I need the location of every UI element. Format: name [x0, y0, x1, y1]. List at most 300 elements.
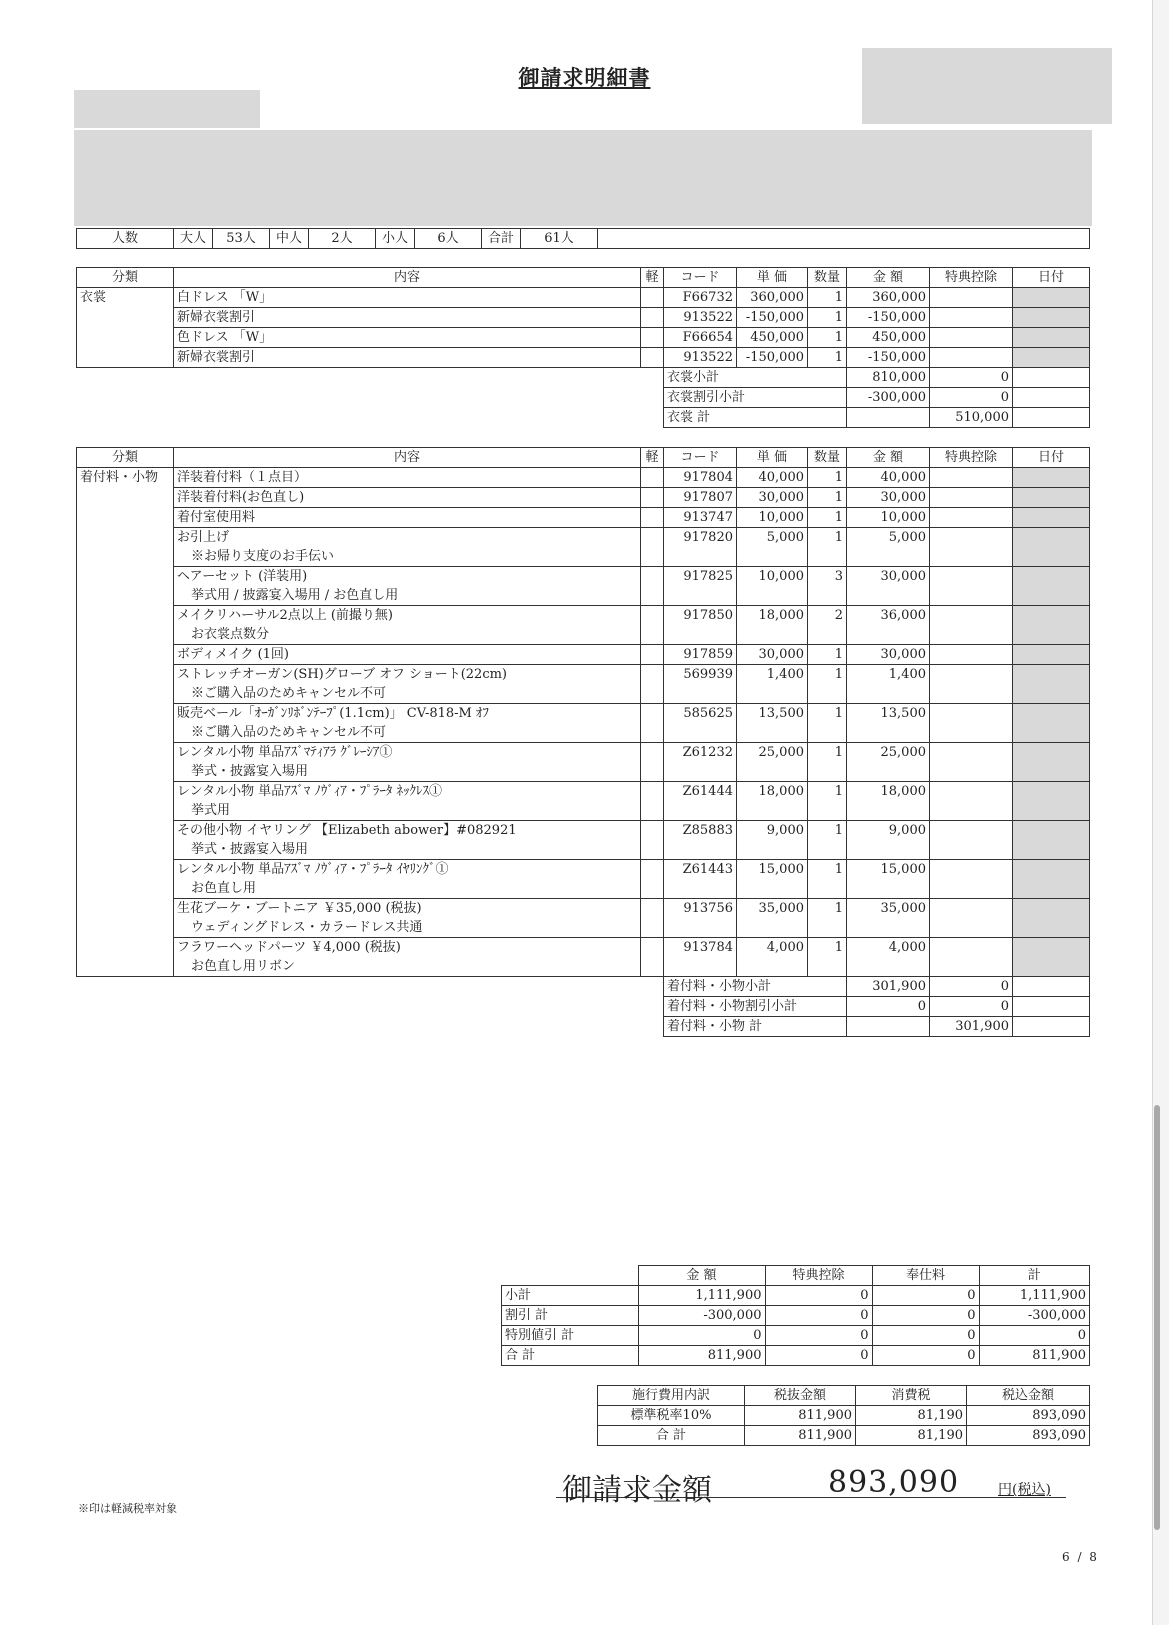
tax-net: 811,900 [745, 1406, 856, 1426]
row-description [174, 899, 641, 938]
row-amount: 15,000 [847, 860, 930, 899]
row-date [1013, 938, 1090, 977]
subtotal-amount: 810,000 [847, 368, 930, 388]
row-price: 15,000 [737, 860, 808, 899]
row-price: 40,000 [737, 468, 808, 488]
row-date [1013, 606, 1090, 645]
row-description-sub: ※ご購入品のためキャンセル不可 [191, 686, 387, 701]
blank [77, 977, 664, 997]
line-item-row [77, 899, 1090, 938]
row-date [1013, 528, 1090, 567]
tax-gross: 893,090 [967, 1426, 1090, 1446]
row-code: 917807 [664, 488, 737, 508]
summary-service: 0 [872, 1346, 979, 1366]
row-price: 1,400 [737, 665, 808, 704]
tax-col-tax: 消費税 [856, 1386, 967, 1406]
line-item-row [77, 743, 1090, 782]
summary-label: 小計 [502, 1286, 639, 1306]
col-code: コード [664, 268, 737, 288]
row-amount: 30,000 [847, 488, 930, 508]
row-description-main: その他小物 イヤリング 【Elizabeth abower】#082921 [177, 823, 517, 838]
row-code: 913747 [664, 508, 737, 528]
row-reduced [641, 528, 664, 567]
row-amount: -150,000 [847, 348, 930, 368]
row-qty: 1 [808, 468, 847, 488]
row-date [1013, 567, 1090, 606]
summary-amount: -300,000 [638, 1306, 765, 1326]
summary-row [502, 1306, 1090, 1326]
guest-count-table [76, 228, 1090, 249]
line-item-row [77, 288, 1090, 308]
row-description [174, 308, 641, 328]
section-total-amount: 510,000 [930, 408, 1013, 428]
row-category: 衣裳 [77, 288, 174, 368]
col-description: 内容 [174, 448, 641, 468]
dressing-table [76, 447, 1090, 1037]
row-description-main: 着付室使用料 [177, 510, 256, 525]
row-qty: 3 [808, 567, 847, 606]
row-price: 30,000 [737, 645, 808, 665]
line-item-row [77, 567, 1090, 606]
summary-row [502, 1286, 1090, 1306]
row-price: 25,000 [737, 743, 808, 782]
section-total-label: 衣裳 計 [664, 408, 847, 428]
row-benefit [930, 665, 1013, 704]
row-description [174, 606, 641, 645]
costume-table [76, 267, 1090, 428]
row-date [1013, 821, 1090, 860]
col-date: 日付 [1013, 448, 1090, 468]
subtotal-date [1013, 388, 1090, 408]
section-total-label: 着付料・小物 計 [664, 1017, 847, 1037]
summary-col-benefit: 特典控除 [765, 1266, 872, 1286]
row-description-sub: ※ご購入品のためキャンセル不可 [191, 725, 387, 740]
row-amount: 25,000 [847, 743, 930, 782]
row-benefit [930, 782, 1013, 821]
summary-table [501, 1265, 1090, 1366]
subtotal-label: 着付料・小物割引小計 [664, 997, 847, 1017]
tax-amount: 81,190 [856, 1426, 967, 1446]
row-reduced [641, 328, 664, 348]
row-price: 5,000 [737, 528, 808, 567]
row-reduced [641, 508, 664, 528]
line-item-row [77, 938, 1090, 977]
line-item-row [77, 488, 1090, 508]
row-description [174, 665, 641, 704]
row-date [1013, 508, 1090, 528]
summary-col-amount: 金 額 [638, 1266, 765, 1286]
row-qty: 1 [808, 899, 847, 938]
section-total-amount: 301,900 [930, 1017, 1013, 1037]
row-reduced [641, 488, 664, 508]
row-reduced [641, 468, 664, 488]
row-reduced [641, 821, 664, 860]
row-reduced [641, 645, 664, 665]
row-code: Z85883 [664, 821, 737, 860]
summary-label: 割引 計 [502, 1306, 639, 1326]
row-price: 30,000 [737, 488, 808, 508]
row-amount: 18,000 [847, 782, 930, 821]
row-qty: 1 [808, 860, 847, 899]
row-description-main: ストレッチオーガン(SH)グローブ オフ ショート(22cm) [177, 667, 507, 682]
row-amount: 4,000 [847, 938, 930, 977]
row-description [174, 821, 641, 860]
row-code: 913522 [664, 308, 737, 328]
row-price: 9,000 [737, 821, 808, 860]
blank [77, 1017, 664, 1037]
row-price: 360,000 [737, 288, 808, 308]
child-count: 6人 [415, 229, 482, 249]
row-description [174, 348, 641, 368]
row-qty: 1 [808, 328, 847, 348]
row-amount: 13,500 [847, 704, 930, 743]
summary-amount: 1,111,900 [638, 1286, 765, 1306]
line-item-row [77, 468, 1090, 488]
subtotal-row [77, 388, 1090, 408]
row-price: -150,000 [737, 308, 808, 328]
row-code: 585625 [664, 704, 737, 743]
col-qty: 数量 [808, 448, 847, 468]
row-benefit [930, 645, 1013, 665]
row-price: 13,500 [737, 704, 808, 743]
row-benefit [930, 328, 1013, 348]
subtotal-benefit: 0 [930, 368, 1013, 388]
row-description [174, 528, 641, 567]
row-code: 917804 [664, 468, 737, 488]
col-price: 単 価 [737, 268, 808, 288]
row-qty: 1 [808, 488, 847, 508]
col-category: 分類 [77, 448, 174, 468]
line-item-row [77, 348, 1090, 368]
section-total-blank [847, 408, 930, 428]
summary-total: 811,900 [979, 1346, 1090, 1366]
tax-row [598, 1426, 1090, 1446]
summary-label: 特別値引 計 [502, 1326, 639, 1346]
row-benefit [930, 938, 1013, 977]
row-price: 18,000 [737, 782, 808, 821]
invoice-total-suffix: 円(税込) [998, 1482, 1051, 1498]
subtotal-row [77, 977, 1090, 997]
mid-label: 中人 [270, 229, 309, 249]
row-benefit [930, 308, 1013, 328]
row-description [174, 567, 641, 606]
row-reduced [641, 288, 664, 308]
row-benefit [930, 821, 1013, 860]
row-benefit [930, 567, 1013, 606]
row-description [174, 328, 641, 348]
row-description-main: 洋装着付料（１点目） [177, 470, 308, 485]
row-code: Z61443 [664, 860, 737, 899]
row-description [174, 782, 641, 821]
subtotal-label: 着付料・小物小計 [664, 977, 847, 997]
row-amount: 9,000 [847, 821, 930, 860]
row-amount: -150,000 [847, 308, 930, 328]
summary-row [502, 1346, 1090, 1366]
row-reduced [641, 606, 664, 645]
row-price: -150,000 [737, 348, 808, 368]
row-description [174, 508, 641, 528]
row-benefit [930, 348, 1013, 368]
row-reduced [641, 743, 664, 782]
line-item-row [77, 308, 1090, 328]
row-qty: 1 [808, 782, 847, 821]
row-description [174, 743, 641, 782]
summary-benefit: 0 [765, 1346, 872, 1366]
col-description: 内容 [174, 268, 641, 288]
guest-label: 人数 [77, 229, 174, 249]
line-item-row [77, 606, 1090, 645]
row-description-main: レンタル小物 単品ｱｽﾞﾏ ﾉｳﾞｨｱ・ﾌﾟﾗｰﾀ ｲﾔﾘﾝｸﾞ① [177, 862, 449, 877]
line-item-row [77, 645, 1090, 665]
subtotal-date [1013, 408, 1090, 428]
row-benefit [930, 488, 1013, 508]
summary-label: 合 計 [502, 1346, 639, 1366]
row-date [1013, 468, 1090, 488]
col-benefit: 特典控除 [930, 268, 1013, 288]
row-date [1013, 328, 1090, 348]
row-amount: 360,000 [847, 288, 930, 308]
row-amount: 40,000 [847, 468, 930, 488]
row-qty: 1 [808, 645, 847, 665]
row-benefit [930, 704, 1013, 743]
row-description [174, 468, 641, 488]
tax-col-net: 税抜金額 [745, 1386, 856, 1406]
row-description-main: 色ドレス 「W」 [177, 330, 273, 345]
section-total-row [77, 1017, 1090, 1037]
col-code: コード [664, 448, 737, 468]
summary-benefit: 0 [765, 1326, 872, 1346]
row-code: 913522 [664, 348, 737, 368]
line-item-row [77, 860, 1090, 899]
row-date [1013, 645, 1090, 665]
invoice-total-amount: 893,090 [828, 1465, 960, 1500]
page-number: 6 / 8 [1062, 1550, 1099, 1564]
total-count: 61人 [521, 229, 598, 249]
subtotal-date [1013, 368, 1090, 388]
row-code: 917859 [664, 645, 737, 665]
line-item-row [77, 821, 1090, 860]
row-reduced [641, 665, 664, 704]
row-description [174, 704, 641, 743]
row-qty: 1 [808, 821, 847, 860]
page-title: 御請求明細書 [518, 65, 651, 90]
row-date [1013, 743, 1090, 782]
line-item-row [77, 508, 1090, 528]
col-category: 分類 [77, 268, 174, 288]
row-reduced [641, 899, 664, 938]
row-description [174, 288, 641, 308]
row-amount: 35,000 [847, 899, 930, 938]
summary-benefit: 0 [765, 1306, 872, 1326]
row-code: Z61444 [664, 782, 737, 821]
row-reduced [641, 567, 664, 606]
row-description-main: お引上げ [177, 530, 230, 545]
col-benefit: 特典控除 [930, 448, 1013, 468]
subtotal-amount: -300,000 [847, 388, 930, 408]
row-date [1013, 860, 1090, 899]
row-description-main: レンタル小物 単品ｱｽﾞﾏﾃｨｱﾗ ｸﾞﾚｰｼｱ① [177, 745, 393, 760]
redacted-box [74, 130, 1092, 226]
subtotal-label: 衣裳小計 [664, 368, 847, 388]
row-price: 10,000 [737, 508, 808, 528]
row-qty: 1 [808, 508, 847, 528]
row-code: 917850 [664, 606, 737, 645]
row-amount: 30,000 [847, 567, 930, 606]
col-reduced: 軽 [641, 268, 664, 288]
row-qty: 1 [808, 288, 847, 308]
redacted-box [862, 48, 1112, 124]
col-date: 日付 [1013, 268, 1090, 288]
subtotal-amount: 301,900 [847, 977, 930, 997]
row-qty: 1 [808, 938, 847, 977]
row-qty: 1 [808, 528, 847, 567]
line-item-row [77, 528, 1090, 567]
line-item-row [77, 328, 1090, 348]
row-description [174, 645, 641, 665]
subtotal-date [1013, 997, 1090, 1017]
invoice-total [556, 1465, 1066, 1508]
row-code: F66654 [664, 328, 737, 348]
row-description-main: レンタル小物 単品ｱｽﾞﾏ ﾉｳﾞｨｱ・ﾌﾟﾗｰﾀ ﾈｯｸﾚｽ① [177, 784, 443, 799]
row-benefit [930, 468, 1013, 488]
subtotal-benefit: 0 [930, 388, 1013, 408]
summary-total: -300,000 [979, 1306, 1090, 1326]
row-code: 917820 [664, 528, 737, 567]
row-benefit [930, 606, 1013, 645]
row-qty: 1 [808, 665, 847, 704]
row-description-sub: ※お帰り支度のお手伝い [191, 549, 335, 564]
line-item-row [77, 665, 1090, 704]
subtotal-benefit: 0 [930, 997, 1013, 1017]
row-description-sub: ウェディングドレス・カラードレス共通 [191, 920, 423, 935]
row-description-main: 白ドレス 「W」 [177, 290, 273, 305]
blank [77, 997, 664, 1017]
row-description-main: 生花ブーケ・ブートニア ￥35,000 (税抜) [177, 901, 422, 916]
tax-table [597, 1385, 1090, 1446]
summary-service: 0 [872, 1286, 979, 1306]
subtotal-date [1013, 1017, 1090, 1037]
row-date [1013, 665, 1090, 704]
col-qty: 数量 [808, 268, 847, 288]
footnote: ※印は軽減税率対象 [78, 1502, 177, 1515]
scrollbar-thumb[interactable] [1154, 1105, 1160, 1530]
summary-row [502, 1326, 1090, 1346]
row-benefit [930, 288, 1013, 308]
adult-label: 大人 [174, 229, 213, 249]
row-description-main: 洋装着付料(お色直し) [177, 490, 305, 505]
col-amount: 金 額 [847, 448, 930, 468]
row-code: F66732 [664, 288, 737, 308]
row-price: 10,000 [737, 567, 808, 606]
row-description-sub: 挙式用 [191, 803, 231, 818]
row-amount: 10,000 [847, 508, 930, 528]
row-description-sub: お色直し用 [191, 881, 257, 896]
summary-total: 1,111,900 [979, 1286, 1090, 1306]
row-price: 4,000 [737, 938, 808, 977]
subtotal-date [1013, 977, 1090, 997]
line-item-row [77, 782, 1090, 821]
row-code: 913784 [664, 938, 737, 977]
row-date [1013, 308, 1090, 328]
row-amount: 36,000 [847, 606, 930, 645]
row-description [174, 938, 641, 977]
row-price: 18,000 [737, 606, 808, 645]
row-description-main: ヘアーセット (洋装用) [177, 569, 308, 584]
row-qty: 1 [808, 348, 847, 368]
row-reduced [641, 348, 664, 368]
row-qty: 2 [808, 606, 847, 645]
tax-col-label: 施行費用内訳 [598, 1386, 745, 1406]
tax-col-gross: 税込金額 [967, 1386, 1090, 1406]
row-price: 450,000 [737, 328, 808, 348]
row-code: 569939 [664, 665, 737, 704]
summary-col-service: 奉仕料 [872, 1266, 979, 1286]
summary-service: 0 [872, 1326, 979, 1346]
row-description-main: 新婦衣裳割引 [177, 350, 256, 365]
row-description-main: ボディメイク (1回) [177, 647, 289, 662]
summary-service: 0 [872, 1306, 979, 1326]
line-item-row [77, 704, 1090, 743]
row-description [174, 488, 641, 508]
row-category: 着付料・小物 [77, 468, 174, 977]
row-code: 917825 [664, 567, 737, 606]
row-code: 913756 [664, 899, 737, 938]
blank [77, 388, 664, 408]
row-benefit [930, 899, 1013, 938]
child-label: 小人 [376, 229, 415, 249]
row-benefit [930, 860, 1013, 899]
summary-amount: 0 [638, 1326, 765, 1346]
row-description-main: 新婦衣裳割引 [177, 310, 256, 325]
row-qty: 1 [808, 704, 847, 743]
row-reduced [641, 782, 664, 821]
row-description-main: フラワーヘッドパーツ ￥4,000 (税抜) [177, 940, 401, 955]
total-label: 合計 [482, 229, 521, 249]
tax-amount: 81,190 [856, 1406, 967, 1426]
invoice-total-label: 御請求金額 [562, 1473, 712, 1508]
subtotal-row [77, 368, 1090, 388]
row-code: Z61232 [664, 743, 737, 782]
row-date [1013, 348, 1090, 368]
row-qty: 1 [808, 308, 847, 328]
summary-benefit: 0 [765, 1286, 872, 1306]
row-description-sub: 挙式・披露宴入場用 [191, 764, 309, 779]
summary-total: 0 [979, 1326, 1090, 1346]
blank [77, 368, 664, 388]
row-benefit [930, 528, 1013, 567]
row-date [1013, 488, 1090, 508]
subtotal-benefit: 0 [930, 977, 1013, 997]
row-qty: 1 [808, 743, 847, 782]
row-amount: 450,000 [847, 328, 930, 348]
row-benefit [930, 743, 1013, 782]
row-description-sub: 挙式・披露宴入場用 [191, 842, 309, 857]
row-amount: 5,000 [847, 528, 930, 567]
blank [77, 408, 664, 428]
row-price: 35,000 [737, 899, 808, 938]
row-date [1013, 704, 1090, 743]
section-total-blank [847, 1017, 930, 1037]
tax-row [598, 1406, 1090, 1426]
guest-blank [598, 229, 1090, 249]
col-reduced: 軽 [641, 448, 664, 468]
subtotal-row [77, 997, 1090, 1017]
row-description-sub: お色直し用リボン [191, 959, 296, 974]
summary-corner [502, 1266, 639, 1286]
redacted-box [74, 90, 260, 128]
row-reduced [641, 938, 664, 977]
subtotal-label: 衣裳割引小計 [664, 388, 847, 408]
